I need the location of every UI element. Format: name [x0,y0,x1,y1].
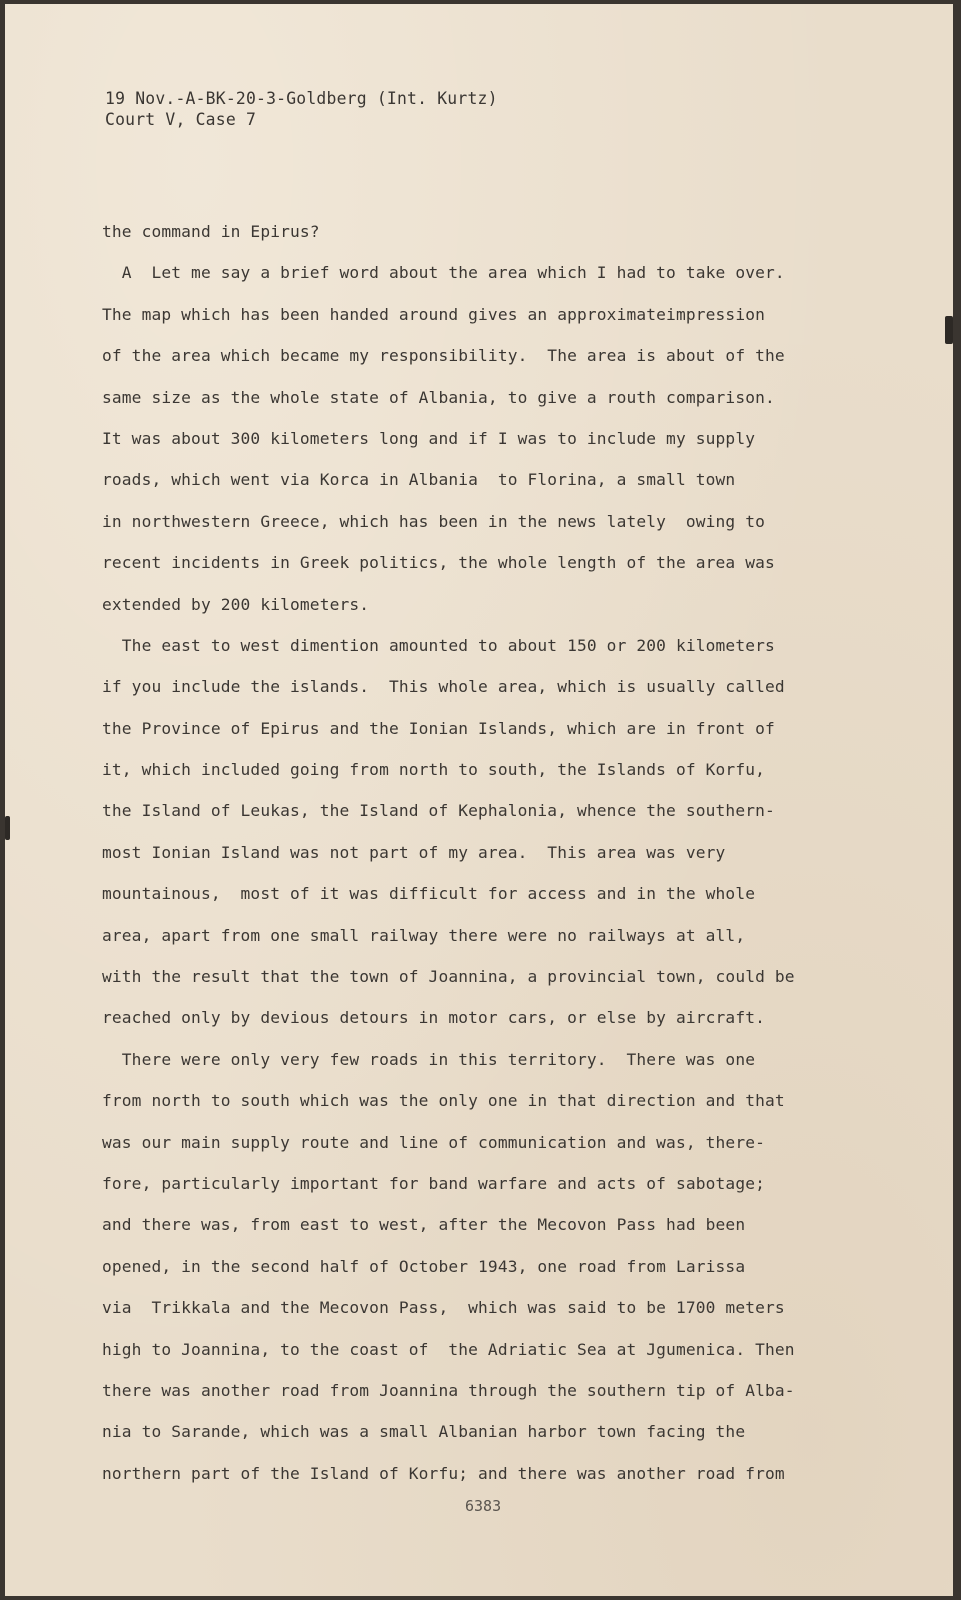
text-line: via Trikkala and the Mecovon Pass, which was said to be 1700 meters [102,1298,785,1318]
text-line: same size as the whole state of Albania, to give a routh comparison. [102,387,775,407]
text-line: It was about 300 kilometers long and if I was to include my supply [102,428,756,448]
text-line: nia to Sarande, which was a small Albanian harbor town facing the [102,1422,746,1442]
text-line: fore, particularly important for band warfare and acts of sabotage; [102,1173,766,1193]
text-line: and there was, from east to west, after the Mecovon Pass had been [102,1215,746,1235]
text-line: mountainous, most of it was difficult for access and in the whole [102,884,756,904]
text-line: area, apart from one small railway there were no railways at all, [102,925,746,945]
text-line: it, which included going from north to south, the Islands of Korfu, [102,760,766,780]
text-line: high to Joannina, to the coast of the Adriatic Sea at Jgumenica. Then [102,1339,795,1359]
header-reference-line: 19 Nov.-A-BK-20-3-Goldberg (Int. Kurtz) [105,89,498,108]
paper-edge-mark [5,816,10,840]
text-line: The map which has been handed around gives an approximateimpression [102,304,766,324]
text-line: There were only very few roads in this territory. There was one [102,1049,756,1069]
text-line: with the result that the town of Joannina, a provincial town, could be [102,967,795,987]
text-line: was our main supply route and line of communication and was, there- [102,1132,766,1152]
text-line: if you include the islands. This whole area, which is usually called [102,677,785,697]
document-body [102,211,922,1494]
text-line: the Province of Epirus and the Ionian Islands, which are in front of [102,718,775,738]
text-line: the Island of Leukas, the Island of Kephalonia, whence the southern- [102,801,775,821]
text-line: the command in Epirus? [102,222,320,241]
page-number: 6383 [465,1497,502,1515]
text-line: most Ionian Island was not part of my area. This area was very [102,842,726,862]
text-line: there was another road from Joannina through the southern tip of Alba- [102,1380,795,1400]
text-line: reached only by devious detours in motor cars, or else by aircraft. [102,1008,766,1028]
text-line: northern part of the Island of Korfu; and there was another road from [102,1463,785,1483]
text-line: from north to south which was the only one in that direction and that [102,1091,785,1111]
text-line: A Let me say a brief word about the area which I had to take over. [102,263,785,283]
text-line: in northwestern Greece, which has been in the news lately owing to [102,511,766,531]
document-page [5,4,953,1596]
text-line: opened, in the second half of October 1943, one road from Larissa [102,1256,746,1276]
document-header [105,88,498,130]
text-line: The east to west dimention amounted to about 150 or 200 kilometers [102,635,775,655]
text-line: of the area which became my responsibility. The area is about of the [102,346,785,366]
paper-edge-mark [945,316,953,344]
text-line: extended by 200 kilometers. [102,594,370,614]
text-line: recent incidents in Greek politics, the whole length of the area was [102,553,775,573]
header-court-line: Court V, Case 7 [105,110,257,129]
text-line: roads, which went via Korca in Albania to Florina, a small town [102,470,736,490]
